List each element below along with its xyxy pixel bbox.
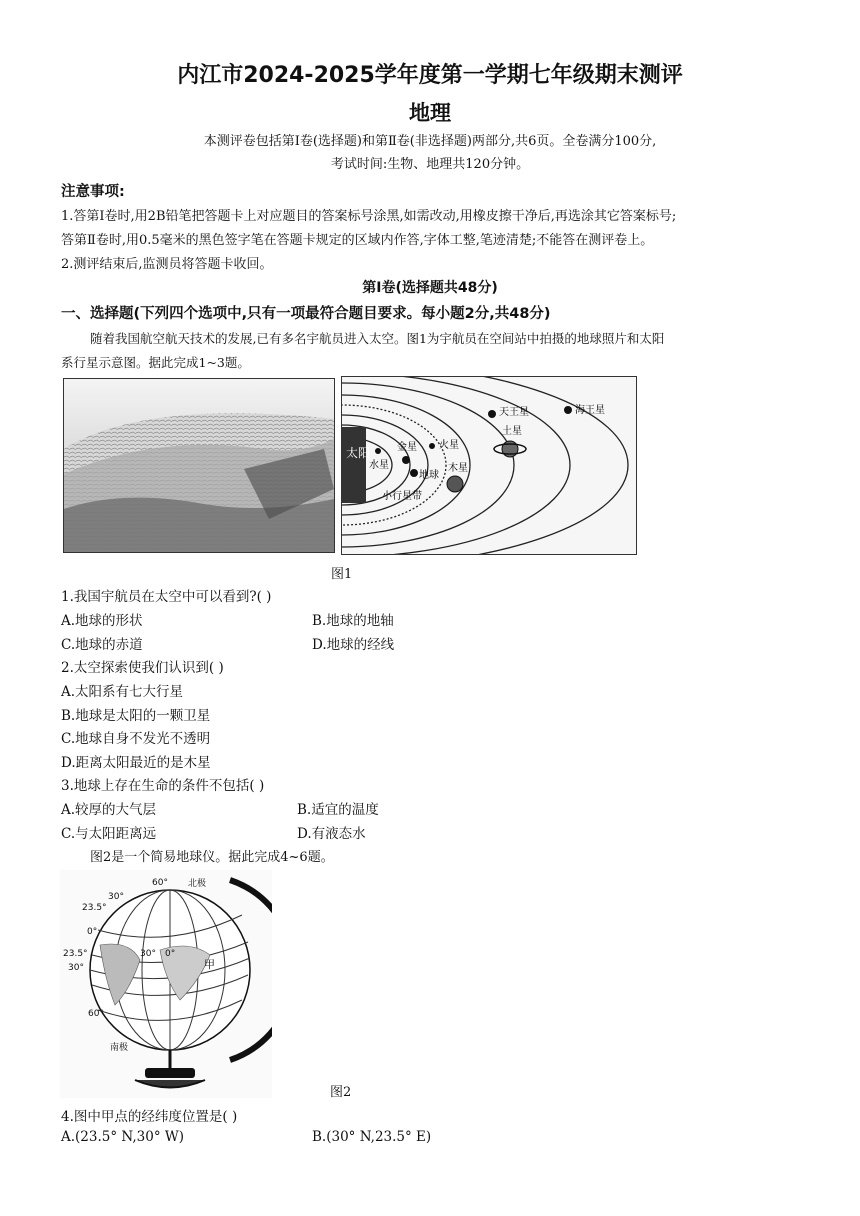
q3-option-b[interactable]: B.适宜的温度 xyxy=(297,802,379,818)
venus-label: 金星 xyxy=(397,442,417,453)
q4-option-b[interactable]: B.(30° N,23.5° E) xyxy=(312,1129,432,1145)
mars-label: 火星 xyxy=(439,440,459,451)
north-pole-label: 北极 xyxy=(188,879,207,889)
notice-heading: 注意事项: xyxy=(61,184,125,200)
lead-paragraph-line-2: 系行星示意图。据此完成1~3题。 xyxy=(61,355,250,370)
notice-line-2: 答第Ⅱ卷时,用0.5毫米的黑色签字笔在答题卡规定的区域内作答,字体工整,笔迹清楚;不能答在测评卷上。 xyxy=(61,233,654,248)
globe-diagram xyxy=(60,870,272,1098)
intro-line-1: 本测评卷包括第Ⅰ卷(选择题)和第Ⅱ卷(非选择题)两部分,共6页。全卷满分100分, xyxy=(203,134,657,149)
neptune-label: 海王星 xyxy=(575,405,605,416)
q2-option-b[interactable]: B.地球是太阳的一颗卫星 xyxy=(61,708,211,724)
lat-235s-label: 23.5° xyxy=(63,949,88,959)
q1-option-b[interactable]: B.地球的地轴 xyxy=(312,613,394,629)
question-3-stem: 3.地球上存在生命的条件不包括( ) xyxy=(61,778,265,794)
mercury-label: 水星 xyxy=(369,460,389,471)
figure-2-caption: 图2 xyxy=(330,1085,352,1100)
part1-title: 第Ⅰ卷(选择题共48分) xyxy=(362,280,498,296)
saturn-label: 土星 xyxy=(502,426,522,437)
lat-30s-label: 30° xyxy=(68,963,84,973)
earth-label: 地球 xyxy=(419,470,439,481)
subject-title: 地理 xyxy=(409,101,451,125)
notice-line-3: 2.测评结束后,监测员将答题卡收回。 xyxy=(61,257,273,272)
q1-option-a[interactable]: A.地球的形状 xyxy=(61,613,143,629)
sun-label: 太阳 xyxy=(346,446,371,460)
q1-option-d[interactable]: D.地球的经线 xyxy=(312,637,395,653)
asteroid-belt-label: 小行星带 xyxy=(382,491,422,502)
lon-0-label: 0° xyxy=(165,949,176,959)
question-1-stem: 1.我国宇航员在太空中可以看到?( ) xyxy=(61,589,272,605)
lat-235n-label: 23.5° xyxy=(82,903,107,913)
q4-option-a[interactable]: A.(23.5° N,30° W) xyxy=(61,1129,185,1145)
lead-paragraph-2: 图2是一个简易地球仪。据此完成4~6题。 xyxy=(90,850,334,865)
q2-option-d[interactable]: D.距离太阳最近的是木星 xyxy=(61,755,211,771)
q3-option-c[interactable]: C.与太阳距离远 xyxy=(61,826,157,842)
q2-option-c[interactable]: C.地球自身不发光不透明 xyxy=(61,731,211,747)
section-heading: 一、选择题(下列四个选项中,只有一项最符合题目要求。每小题2分,共48分) xyxy=(61,306,551,322)
lat-0-label: 0° xyxy=(87,927,98,937)
figure-1-caption: 图1 xyxy=(331,567,353,582)
notice-line-1: 1.答第Ⅰ卷时,用2B铅笔把答题卡上对应题目的答案标号涂黑,如需改动,用橡皮擦干净后,再选涂其它答案标号; xyxy=(61,209,677,224)
question-2-stem: 2.太空探索使我们认识到( ) xyxy=(61,660,224,676)
exam-title: 内江市2024-2025学年度第一学期七年级期末测评 xyxy=(177,63,683,88)
solar-system-diagram xyxy=(341,376,637,555)
q1-option-c[interactable]: C.地球的赤道 xyxy=(61,637,143,653)
jupiter-label: 木星 xyxy=(448,463,468,474)
point-jia-label: 甲 xyxy=(204,958,215,971)
q3-option-d[interactable]: D.有液态水 xyxy=(297,826,366,842)
q3-option-a[interactable]: A.较厚的大气层 xyxy=(61,802,157,818)
lead-paragraph-line-1: 随着我国航空航天技术的发展,已有多名宇航员进入太空。图1为宇航员在空间站中拍摄的地球照片和太阳 xyxy=(90,331,665,346)
lat-60s-label: 60° xyxy=(88,1009,104,1019)
lat-30n-label: 30° xyxy=(108,892,124,902)
intro-line-2: 考试时间:生物、地理共120分钟。 xyxy=(330,157,530,172)
lat-60n-label: 60° xyxy=(152,878,168,888)
q2-option-a[interactable]: A.太阳系有七大行星 xyxy=(61,684,184,700)
question-4-stem: 4.图中甲点的经纬度位置是( ) xyxy=(61,1109,238,1125)
earth-photo xyxy=(63,378,335,553)
lon-30-label: 30° xyxy=(140,949,156,959)
south-pole-label: 南极 xyxy=(110,1043,129,1053)
uranus-label: 天王星 xyxy=(499,407,529,418)
